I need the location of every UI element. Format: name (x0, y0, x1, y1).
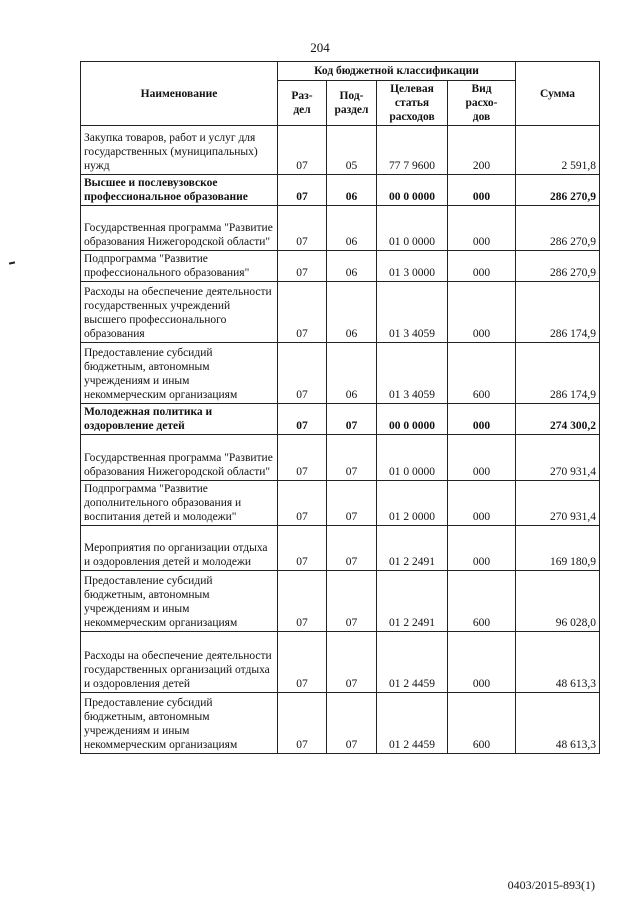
row-section-cell: 07 (278, 282, 327, 343)
row-sum-cell: 96 028,0 (516, 571, 600, 632)
row-name-cell: Предоставление субсидий бюджетным, автономным учреждениям и иным некоммерческим организациям (81, 693, 278, 754)
header-name: Наименование (81, 62, 278, 126)
row-sum-cell: 286 270,9 (516, 175, 600, 206)
row-name-cell: Предоставление субсидий бюджетным, автономным учреждениям и иным некоммерческим организациям (81, 343, 278, 404)
row-subsection-cell: 07 (327, 632, 377, 693)
row-subsection-cell: 07 (327, 693, 377, 754)
row-target-cell: 01 2 2491 (377, 571, 448, 632)
row-type-cell: 000 (448, 282, 516, 343)
row-name-cell: Закупка товаров, работ и услуг для государственных (муниципальных) нужд (81, 126, 278, 175)
row-sum-cell: 274 300,2 (516, 404, 600, 435)
row-type-cell: 000 (448, 206, 516, 251)
header-target: Целевая статья расходов (377, 81, 448, 126)
row-section-cell: 07 (278, 404, 327, 435)
row-subsection-cell: 07 (327, 481, 377, 526)
row-subsection-cell: 06 (327, 206, 377, 251)
row-subsection-cell: 06 (327, 282, 377, 343)
row-type-cell: 000 (448, 481, 516, 526)
row-type-cell: 600 (448, 693, 516, 754)
header-sum: Сумма (516, 62, 600, 126)
row-target-cell: 01 0 0000 (377, 206, 448, 251)
row-sum-cell: 48 613,3 (516, 632, 600, 693)
table-row (81, 571, 600, 632)
row-subsection-cell: 06 (327, 175, 377, 206)
table-row (81, 343, 600, 404)
table-row (81, 481, 600, 526)
header-expense-type: Вид расхо- дов (448, 81, 516, 126)
row-subsection-cell: 05 (327, 126, 377, 175)
table-row (81, 251, 600, 282)
row-section-cell: 07 (278, 693, 327, 754)
row-name-cell: Молодежная политика и оздоровление детей (81, 404, 278, 435)
row-target-cell: 00 0 0000 (377, 404, 448, 435)
budget-table (80, 61, 600, 754)
row-target-cell: 00 0 0000 (377, 175, 448, 206)
row-target-cell: 01 2 4459 (377, 632, 448, 693)
row-name-cell: Расходы на обеспечение деятельности государственных учреждений высшего профессионального образования (81, 282, 278, 343)
table-row (81, 175, 600, 206)
row-type-cell: 000 (448, 526, 516, 571)
row-target-cell: 01 3 0000 (377, 251, 448, 282)
row-sum-cell: 286 174,9 (516, 282, 600, 343)
row-target-cell: 01 3 4059 (377, 282, 448, 343)
row-type-cell: 600 (448, 343, 516, 404)
row-target-cell: 77 7 9600 (377, 126, 448, 175)
table-row (81, 404, 600, 435)
table-row (81, 526, 600, 571)
row-section-cell: 07 (278, 632, 327, 693)
row-subsection-cell: 06 (327, 251, 377, 282)
row-section-cell: 07 (278, 126, 327, 175)
header-section: Раз- дел (278, 81, 327, 126)
row-sum-cell: 286 270,9 (516, 251, 600, 282)
row-sum-cell: 48 613,3 (516, 693, 600, 754)
row-target-cell: 01 2 4459 (377, 693, 448, 754)
row-type-cell: 600 (448, 571, 516, 632)
table-row (81, 693, 600, 754)
row-section-cell: 07 (278, 343, 327, 404)
row-section-cell: 07 (278, 251, 327, 282)
row-target-cell: 01 2 2491 (377, 526, 448, 571)
row-section-cell: 07 (278, 206, 327, 251)
row-type-cell: 200 (448, 126, 516, 175)
row-section-cell: 07 (278, 175, 327, 206)
row-sum-cell: 270 931,4 (516, 435, 600, 481)
row-type-cell: 000 (448, 404, 516, 435)
row-name-cell: Расходы на обеспечение деятельности государственных организаций отдыха и оздоровления детей (81, 632, 278, 693)
table-body (81, 126, 600, 754)
row-name-cell: Государственная программа "Развитие образования Нижегородской области" (81, 206, 278, 251)
page-number: 204 (310, 40, 330, 55)
row-target-cell: 01 3 4059 (377, 343, 448, 404)
row-target-cell: 01 2 0000 (377, 481, 448, 526)
row-subsection-cell: 07 (327, 404, 377, 435)
row-type-cell: 000 (448, 435, 516, 481)
row-type-cell: 000 (448, 632, 516, 693)
row-sum-cell: 286 174,9 (516, 343, 600, 404)
table-row (81, 126, 600, 175)
row-type-cell: 000 (448, 251, 516, 282)
row-name-cell: Подпрограмма "Развитие профессионального образования" (81, 251, 278, 282)
row-name-cell: Предоставление субсидий бюджетным, автономным учреждениям и иным некоммерческим организациям (81, 571, 278, 632)
row-subsection-cell: 06 (327, 343, 377, 404)
row-name-cell: Подпрограмма "Развитие дополнительного образования и воспитания детей и молодежи" (81, 481, 278, 526)
table-row (81, 282, 600, 343)
row-name-cell: Государственная программа "Развитие образования Нижегородской области" (81, 435, 278, 481)
row-type-cell: 000 (448, 175, 516, 206)
header-classification: Код бюджетной классификации (278, 62, 516, 81)
table-row (81, 632, 600, 693)
table-row (81, 435, 600, 481)
table-row (81, 206, 600, 251)
row-name-cell: Высшее и послевузовское профессиональное образование (81, 175, 278, 206)
row-section-cell: 07 (278, 481, 327, 526)
row-sum-cell: 2 591,8 (516, 126, 600, 175)
row-sum-cell: 169 180,9 (516, 526, 600, 571)
row-sum-cell: 270 931,4 (516, 481, 600, 526)
row-subsection-cell: 07 (327, 526, 377, 571)
header-subsection: Под- раздел (327, 81, 377, 126)
footer-document-code: 0403/2015-893(1) (507, 878, 595, 892)
row-section-cell: 07 (278, 435, 327, 481)
row-subsection-cell: 07 (327, 571, 377, 632)
row-section-cell: 07 (278, 571, 327, 632)
row-name-cell: Мероприятия по организации отдыха и оздоровления детей и молодежи (81, 526, 278, 571)
row-section-cell: 07 (278, 526, 327, 571)
margin-dash-mark (9, 261, 15, 264)
row-subsection-cell: 07 (327, 435, 377, 481)
row-sum-cell: 286 270,9 (516, 206, 600, 251)
row-target-cell: 01 0 0000 (377, 435, 448, 481)
